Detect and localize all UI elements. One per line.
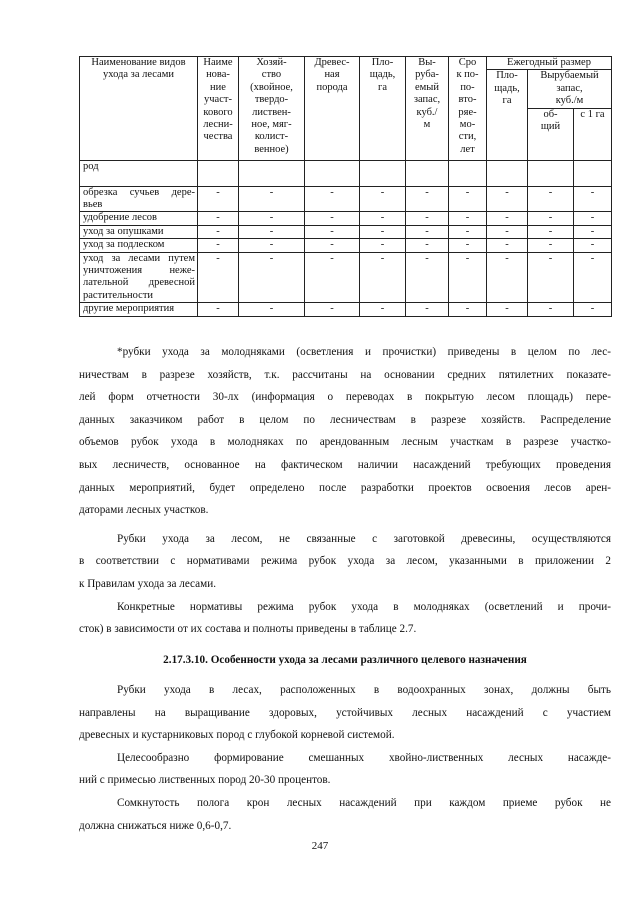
care-type-line: уход за лесами путем	[83, 252, 195, 264]
text-line: порода	[316, 81, 348, 93]
value-cell	[198, 160, 239, 186]
value-cell: -	[239, 225, 305, 238]
value-cell: -	[360, 186, 406, 212]
table-row	[80, 303, 612, 316]
value-cell	[406, 160, 449, 186]
text-line: щадь,	[369, 69, 396, 81]
text-line: данных мероприятий, будет определено после разработки проектов освоения лесов арен-	[79, 481, 611, 494]
value-cell: -	[406, 212, 449, 225]
footnote-paragraph	[79, 341, 611, 522]
text-line: в соответствии с нормативами режима рубок ухода за лесом, указанными в приложении 2	[79, 555, 611, 568]
text-line: щий	[540, 121, 561, 133]
text-line: по-	[460, 81, 475, 93]
text-line: га	[502, 95, 512, 107]
value-cell: -	[239, 186, 305, 212]
value-cell: -	[406, 186, 449, 212]
table-row	[80, 252, 612, 303]
value-cell: -	[574, 186, 612, 212]
value-cell	[360, 160, 406, 186]
value-cell: -	[239, 303, 305, 316]
value-cell: -	[239, 212, 305, 225]
value-cell: -	[487, 212, 528, 225]
value-cell	[449, 160, 487, 186]
text-line: сти,	[458, 131, 477, 143]
text-line: лей форм отчетности 30-лх (информация о переводах в покрытую лесом площадь) пере-	[79, 391, 611, 404]
paragraph-water-zones	[79, 679, 611, 747]
value-cell: -	[406, 252, 449, 303]
value-cell: -	[360, 225, 406, 238]
text-line: твердо-	[254, 94, 289, 106]
care-type-line: вьев	[83, 199, 103, 211]
paragraph-mixed-stands	[79, 747, 611, 792]
value-cell: -	[305, 252, 360, 303]
care-type-cell	[80, 212, 198, 225]
care-type-line: уничтожения неже-	[83, 265, 195, 277]
text-line: даторами лесных участков.	[79, 504, 209, 517]
value-cell: -	[305, 212, 360, 225]
value-cell: -	[198, 252, 239, 303]
text-line: куб./м	[555, 95, 584, 107]
value-cell: -	[198, 225, 239, 238]
forest-care-table	[79, 56, 612, 317]
care-type-line: удобрение лесов	[83, 212, 157, 224]
paragraph-norms	[79, 596, 611, 641]
care-type-cell	[80, 160, 198, 186]
value-cell: -	[528, 225, 574, 238]
table-row	[80, 239, 612, 252]
value-cell	[574, 160, 612, 186]
text-line: нова-	[206, 69, 230, 81]
value-cell: -	[406, 303, 449, 316]
value-cell: -	[487, 186, 528, 212]
text-line: должна снижаться ниже 0,6-0,7.	[79, 819, 232, 832]
table-row	[80, 225, 612, 238]
value-cell	[528, 160, 574, 186]
page-number: 247	[311, 840, 329, 852]
text-line: вто-	[458, 94, 477, 106]
value-cell: -	[198, 303, 239, 316]
text-line: щадь,	[494, 82, 520, 94]
text-block-2	[79, 679, 611, 837]
value-cell: -	[528, 303, 574, 316]
value-cell: -	[574, 303, 612, 316]
header-area	[360, 57, 406, 161]
table-row	[80, 212, 612, 225]
text-line: Вырубаемый	[540, 70, 599, 82]
value-cell: -	[198, 186, 239, 212]
value-cell: -	[487, 252, 528, 303]
value-cell	[239, 160, 305, 186]
value-cell: -	[360, 239, 406, 252]
text-line: лет	[460, 143, 475, 155]
care-type-line: лательной древесной	[83, 277, 195, 289]
care-type-line: другие мероприятия	[83, 303, 175, 315]
text-line: Рубки ухода за лесом, не связанные с заготовкой древесины, осуществляются	[117, 532, 611, 545]
text-line: данных заказчиком работ в целом по лесничествам в разрезе хозяйств. Распределение	[79, 413, 611, 426]
text-line: (хвойное,	[250, 81, 293, 93]
text-line: Хозяй-	[256, 57, 287, 68]
header-total	[528, 108, 574, 160]
text-line: вых лесничеств, основанное на фактическом наличии насаждений требующих проведения	[79, 458, 611, 471]
text-line: Пло-	[371, 57, 394, 68]
text-line: участ-	[204, 94, 232, 106]
text-line: Рубки ухода в лесах, расположенных в водоохранных зонах, должны быть	[117, 684, 611, 696]
care-type-cell	[80, 239, 198, 252]
text-line: запас,	[413, 94, 441, 106]
value-cell: -	[449, 303, 487, 316]
text-line: Конкретные нормативы режима рубок ухода в молодняках (осветлений и прочи-	[117, 600, 611, 613]
text-line: Наименование видов	[91, 57, 186, 68]
value-cell: -	[239, 252, 305, 303]
text-line: Вы-	[418, 57, 436, 68]
value-cell: -	[406, 239, 449, 252]
header-period	[449, 57, 487, 161]
text-block-1	[79, 341, 611, 641]
paragraph-thinning-rules	[79, 528, 611, 596]
text-line: чества	[203, 131, 233, 143]
value-cell: -	[305, 239, 360, 252]
value-cell: -	[528, 239, 574, 252]
text-line: руба-	[415, 69, 439, 81]
value-cell: -	[528, 252, 574, 303]
value-cell: -	[574, 252, 612, 303]
text-line: га	[378, 81, 387, 93]
value-cell: -	[528, 212, 574, 225]
text-line: куб./	[416, 106, 438, 118]
value-cell: -	[449, 186, 487, 212]
header-stock	[406, 57, 449, 161]
section-heading: 2.17.3.10. Особенности ухода за лесами различного целевого назначения	[163, 654, 527, 666]
value-cell: -	[528, 186, 574, 212]
value-cell: -	[360, 303, 406, 316]
text-line: Сро	[458, 57, 477, 68]
value-cell: -	[449, 239, 487, 252]
care-type-cell	[80, 186, 198, 212]
value-cell: -	[574, 212, 612, 225]
care-type-line: род	[83, 160, 99, 172]
header-forestry	[198, 57, 239, 161]
value-cell: -	[487, 303, 528, 316]
text-line: Пло-	[496, 70, 518, 82]
text-line: направлены на выращивание здоровых, устойчивых лесных насаждений с участием	[79, 706, 611, 719]
value-cell: -	[449, 225, 487, 238]
text-line: ная	[324, 69, 340, 81]
value-cell: -	[406, 225, 449, 238]
text-line: об-	[543, 108, 558, 120]
text-line: мо-	[459, 119, 476, 131]
value-cell: -	[360, 212, 406, 225]
value-cell	[487, 160, 528, 186]
care-type-line: растительности	[83, 289, 154, 301]
header-annual-stock	[528, 70, 612, 108]
text-line: к по-	[456, 69, 479, 81]
header-per-ha: с 1 га	[574, 108, 612, 160]
value-cell	[305, 160, 360, 186]
text-line: Древес-	[314, 57, 350, 68]
value-cell: -	[574, 225, 612, 238]
value-cell: -	[305, 225, 360, 238]
text-line: венное)	[254, 143, 289, 155]
text-line: м	[423, 119, 431, 131]
text-line: *рубки ухода за молодняками (осветления и прочистки) приведены в целом по лес-	[117, 346, 611, 358]
text-line: ное, мяг-	[251, 119, 292, 131]
text-line: древесных и кустарниковых пород с глубокой корневой системой.	[79, 729, 395, 742]
text-line: Сомкнутость полога крон лесных насаждений при каждом приеме рубок не	[117, 796, 611, 809]
text-line: объемов рубок ухода в молодняках по арендованным лесным участкам в разрезе участко-	[79, 436, 611, 449]
value-cell: -	[305, 186, 360, 212]
text-line: сток) в зависимости от их состава и полноты приведены в таблице 2.7.	[79, 623, 417, 636]
value-cell: -	[239, 239, 305, 252]
value-cell: -	[487, 225, 528, 238]
table-row	[80, 160, 612, 186]
text-line: листвен-	[252, 106, 291, 118]
value-cell: -	[574, 239, 612, 252]
header-annual-area	[487, 70, 528, 160]
care-type-line: обрезка сучьев дере-	[83, 186, 195, 198]
header-annual-size: Ежегодный размер	[487, 57, 612, 70]
value-cell: -	[360, 252, 406, 303]
text-line: Целесообразно формирование смешанных хвойно-лиственных лесных насажде-	[117, 751, 611, 764]
table-row	[80, 186, 612, 212]
header-species	[305, 57, 360, 161]
text-line: ство	[261, 69, 282, 81]
header-section	[239, 57, 305, 161]
value-cell: -	[198, 212, 239, 225]
header-care-type	[80, 57, 198, 161]
care-type-line: уход за подлеском	[83, 239, 165, 251]
care-type-cell	[80, 225, 198, 238]
care-type-cell	[80, 252, 198, 303]
text-line: ние	[210, 81, 226, 93]
text-line: ухода за лесами	[103, 69, 174, 81]
paragraph-canopy	[79, 792, 611, 837]
text-line: ний с примесью лиственных пород 20-30 процентов.	[79, 774, 331, 787]
text-line: запас,	[556, 82, 583, 94]
table-body	[80, 160, 612, 316]
value-cell: -	[305, 303, 360, 316]
value-cell: -	[487, 239, 528, 252]
text-line: к Правилам ухода за лесами.	[79, 577, 216, 590]
text-line: кового	[203, 106, 233, 118]
care-type-line: уход за опушками	[83, 225, 164, 237]
text-line: ряе-	[458, 106, 477, 118]
text-line: ничествам в разрезе хозяйств, т.к. рассчитаны на основании средних пятилетних показате-	[79, 368, 611, 381]
text-line: емый	[415, 81, 439, 93]
value-cell: -	[198, 239, 239, 252]
care-type-cell	[80, 303, 198, 316]
value-cell: -	[449, 212, 487, 225]
text-line: Наиме	[203, 57, 233, 68]
text-line: лесни-	[203, 119, 233, 131]
text-line: колист-	[254, 131, 289, 143]
value-cell: -	[449, 252, 487, 303]
